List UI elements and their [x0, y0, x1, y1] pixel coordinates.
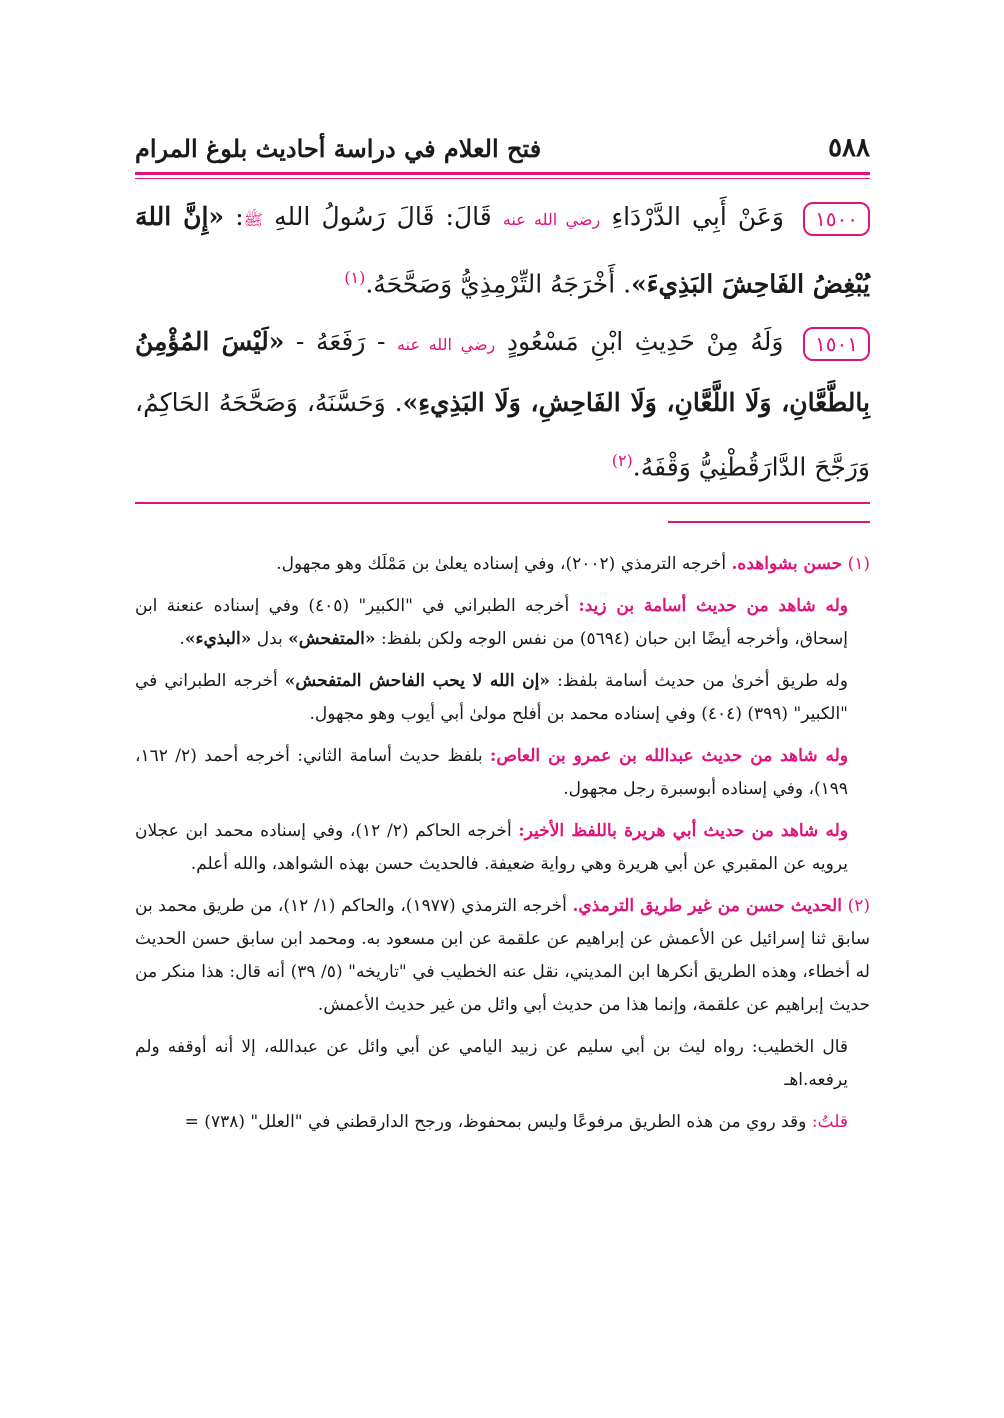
footnote-text: أخرجه الترمذي (١٩٧٧)، والحاكم (١/ ١٢)، من طريق محمد بن سابق ثنا إسرائيل عن الأعمش عن إبراهيم عن علقمة عن ابن مسعود به. ومحمد ابن سابق حسن الحديث له أخطاء، وهذه الطريق أنكرها ابن المديني، نقل عنه الخطيب في "تاريخه" (٥/ ٣٩) أنه قال: هذا منكر من حديث إبراهيم عن علقمة، وإنما هذا من حديث أبي وائل من غير حديث الأعمش. — [135, 896, 870, 1015]
footnote-text: أخرجه الترمذي (٢٠٠٢)، وفي إسناده يعلىٰ بن مَمْلَك وهو مجهول. — [276, 554, 727, 574]
honorific-symbol: رضي الله عنه — [397, 335, 496, 355]
hadith-text-a: وَعَنْ أَبِي الدَّرْدَاءِ — [611, 202, 784, 231]
honorific-symbol: رضي الله عنه — [502, 210, 601, 229]
footnote-paragraph — [135, 590, 870, 656]
hadith-text-b: - رَفَعَهُ - — [295, 327, 386, 357]
paragraph-heading: وله شاهد من حديث عبدالله بن عمرو بن العاص: — [490, 746, 848, 766]
paragraph-text: بلفظ حديث أسامة الثاني: أخرجه أحمد (٢/ ١٦٢، ١٩٩)، وفي إسناده أبوسبرة رجل مجهول. — [135, 746, 848, 799]
hadith-text-c: . أَخْرَجَهُ التِّرْمِذِيُّ وَصَحَّحَهُ. — [365, 269, 632, 299]
paragraph-text: قال الخطيب: رواه ليث بن أبي سليم عن زبيد اليامي عن أبي وائل عن عبدالله، إلا أنه أوقفه ولم يرفعه.اهـ — [135, 1037, 848, 1090]
footnotes — [135, 548, 870, 1148]
hadith-text-b: قَالَ: قَالَ رَسُولُ اللهِ — [274, 202, 492, 231]
footnote-ref[interactable]: (٢) — [611, 451, 633, 471]
hadith-1501 — [135, 313, 870, 496]
hadith-number-badge: ١٥٠٠ — [803, 202, 870, 236]
header-rule-thick — [135, 172, 870, 175]
footnote-number: (٢) — [847, 896, 870, 916]
footnote-number: (١) — [847, 554, 870, 574]
honorific-symbol: ﷺ — [243, 210, 263, 229]
book-title: فتح العلام في دراسة أحاديث بلوغ المرام — [135, 133, 542, 163]
hadith-quote: «إِنَّ اللهَ يُبْغِضُ الفَاحِشَ البَذِيءَ» — [135, 202, 870, 299]
footnote-paragraph — [135, 665, 870, 731]
paragraph-heading: وله شاهد من حديث أبي هريرة باللفظ الأخير: — [518, 821, 848, 841]
footnote-2 — [135, 890, 870, 1022]
paragraph-text: أخرجه الحاكم (٢/ ١٢)، وفي إسناده محمد ابن عجلان يرويه عن المقبري عن أبي هريرة وهي رواية ضعيفة. فالحديث حسن بهذه الشواهد، والله أعلم. — [135, 821, 848, 874]
hadith-text — [135, 188, 870, 497]
page-number: ٥٨٨ — [828, 133, 870, 163]
footnote-grade: حسن بشواهده. — [731, 554, 843, 574]
header-rule-thin — [135, 178, 870, 179]
hadith-1500: ١٥٠٠ وَعَنْ أَبِي الدَّرْدَاءِ رضي الله عنه قَالَ: قَالَ رَسُولُ اللهِ ﷺ: «إِنَّ اللهَ يُبْغِضُ الفَاحِشَ البَذِيءَ». أَخْرَجَهُ التِّرْمِذِيُّ وَصَحَّحَهُ.$^{(١)}$ — [135, 202, 870, 299]
hadith-text-a: وَلَهُ مِنْ حَدِيثِ ابْنِ مَسْعُودٍ — [506, 327, 784, 357]
quoted-word: «البذيء» — [184, 629, 252, 649]
paragraph-text: وقد روي من هذه الطريق مرفوعًا وليس بمحفوظ، ورجح الدارقطني في "العلل" (٧٣٨) = — [184, 1112, 807, 1132]
paragraph-heading: وله شاهد من حديث أسامة بن زيد: — [578, 596, 848, 616]
punctuation: . — [179, 629, 185, 649]
footnote-grade: الحديث حسن من غير طريق الترمذي. — [572, 896, 842, 916]
quoted-word: «المتفحش» — [288, 629, 376, 649]
paragraph-text: وله طريق أخرىٰ من حديث أسامة بلفظ: — [557, 671, 848, 691]
paragraph-text: أخرجه الطبراني في "الكبير" (٣٩٩) (٤٠٤) وفي إسناده محمد بن أفلح مولىٰ أبي أيوب وهو مجهول. — [135, 671, 848, 724]
footnote-1 — [135, 548, 870, 581]
paragraph-heading: قلتُ: — [811, 1112, 848, 1132]
footnote-ref[interactable]: (١) — [344, 268, 366, 287]
section-rule — [135, 502, 870, 504]
hadith-number-badge: ١٥٠١ — [803, 327, 870, 361]
footnote-paragraph — [135, 815, 870, 881]
footnote-separator — [668, 521, 870, 523]
hadith-quote: «لَيْسَ المُؤْمِنُ بِالطَّعَّانِ، وَلَا اللَّعَّانِ، وَلَا الفَاحِشِ، وَلَا البَذِيءِ» — [135, 327, 870, 418]
hadith-text-c: . وَحَسَّنَهُ، وَصَحَّحَهُ الحَاكِمُ، وَرَجَّحَ الدَّارَقُطْنِيُّ وَقْفَهُ. — [135, 388, 870, 482]
quoted-phrase: «إن الله لا يحب الفاحش المتفحش» — [284, 671, 550, 691]
footnote-paragraph — [135, 740, 870, 806]
page-header — [135, 128, 870, 168]
footnote-paragraph — [135, 1106, 870, 1139]
paragraph-text: بدل — [256, 629, 283, 649]
footnote-paragraph — [135, 1031, 870, 1097]
paragraph-text: أخرجه الطبراني في "الكبير" (٤٠٥) وفي إسناده عنعنة ابن إسحاق، وأخرجه أيضًا ابن حبان (٥٦٩٤) من نفس الوجه ولكن بلفظ: — [135, 596, 848, 649]
